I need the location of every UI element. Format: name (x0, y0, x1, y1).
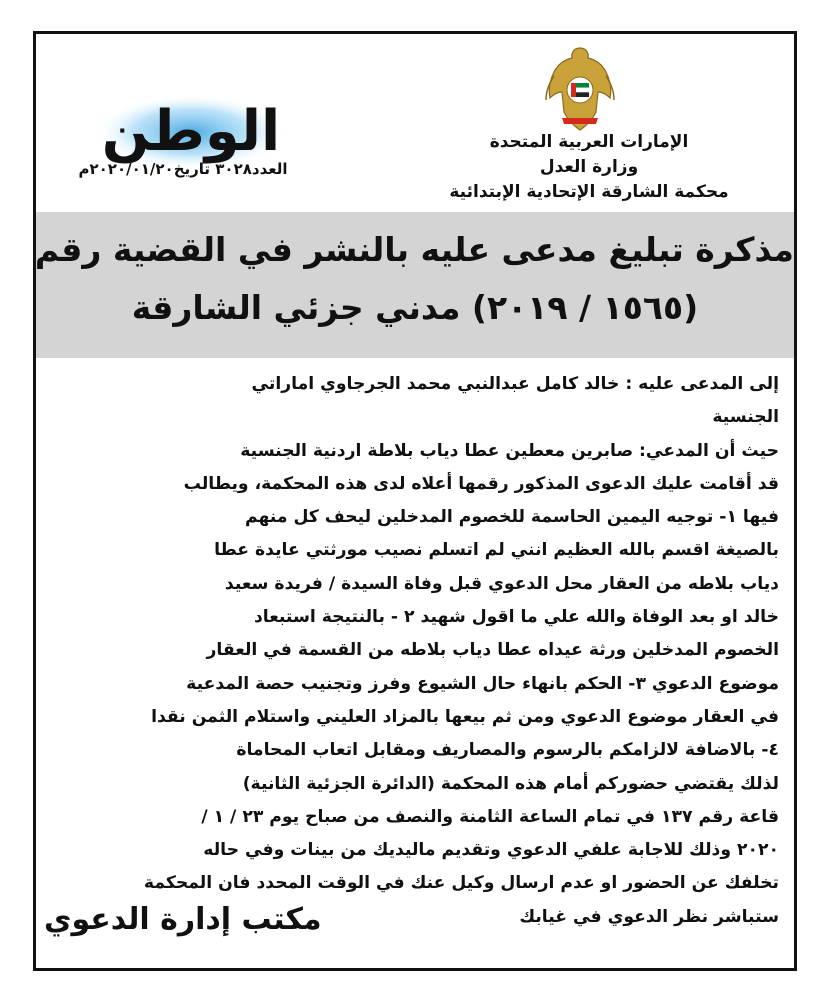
body-line: بالصيغة اقسم بالله العظيم انني لم اتسلم نصيب مورثتي عايدة عطا (214, 540, 779, 561)
body-line: ٤- بالاضافة لالزامكم بالرسوم والمصاريف ومقابل اتعاب المحاماة (236, 740, 779, 761)
body-line: حيث أن المدعي: صابرين معطين عطا دياب بلاطة اردنية الجنسية (240, 440, 779, 461)
notice-body (52, 368, 779, 934)
issue-date: العدد٣٠٢٨ تاريخ٢٠٢٠/٠١/٢٠م (78, 160, 288, 178)
body-line: ٢٠٢٠ وذلك للاجابة علفي الدعوي وتقديم ماليديك من بينات وفي حاله (203, 840, 779, 861)
notice-frame (33, 31, 797, 971)
signature-office: مكتب إدارة الدعوي (44, 902, 322, 937)
country-name: الإمارات العربية المتحدة (489, 132, 689, 152)
title-band (36, 212, 794, 358)
body-line: دياب بلاطه من العقار محل الدعوي قبل وفاة السيدة / فريدة سعيد (224, 573, 779, 594)
body-line: لذلك يقتضي حضوركم أمام هذه المحكمة (الدائرة الجزئية الثانية) (242, 773, 779, 794)
uae-emblem-icon (540, 42, 620, 138)
body-line: إلى المدعى عليه : خالد كامل عبدالنبي محمد الجرجاوي اماراتي (251, 374, 779, 394)
body-line: قد أقامت عليك الدعوى المذكور رقمها أعلاه لدى هذه المحكمة، ويطالب (183, 473, 779, 494)
notice-title-line-1: مذكرة تبليغ مدعى عليه بالنشر في القضية رقم (34, 230, 794, 269)
body-line: في العقار موضوع الدعوي ومن ثم بيعها بالمزاد العليني واستلام الثمن نقدا (151, 706, 779, 727)
body-line: خالد او بعد الوفاة والله علي ما اقول شهيد ٢ - بالنتيجة استبعاد (253, 607, 779, 628)
body-line: تخلفك عن الحضور او عدم ارسال وكيل عنك في الوقت المحدد فان المحكمة (143, 873, 779, 894)
notice-title-line-2: (١٥٦٥ / ٢٠١٩) مدني جزئي الشارقة (131, 288, 699, 327)
ministry-name: وزارة العدل (539, 157, 639, 177)
body-line: قاعة رقم ١٣٧ في تمام الساعة الثامنة والنصف من صباح يوم ٢٣ / ١ / (201, 806, 779, 827)
body-line: موضوع الدعوي ٣- الحكم بانهاء حال الشيوع وفرز وتجنيب حصة المدعية (186, 673, 779, 694)
body-line: فيها ١- توجيه اليمين الحاسمة للخصوم المدخلين ليحف كل منهم (244, 507, 779, 528)
newspaper-logo-text: الوطن (101, 98, 281, 164)
court-name: محكمة الشارقة الإتحادية الإبتدائية (449, 182, 729, 202)
body-line: ستباشر نظر الدعوي في غيابك (519, 906, 779, 927)
ministry-header (424, 130, 754, 205)
body-line: الخصوم المدخلين ورثة عيداه عطا دياب بلاطه من القسمة في العقار (206, 640, 779, 661)
body-line: الجنسية (712, 407, 779, 428)
